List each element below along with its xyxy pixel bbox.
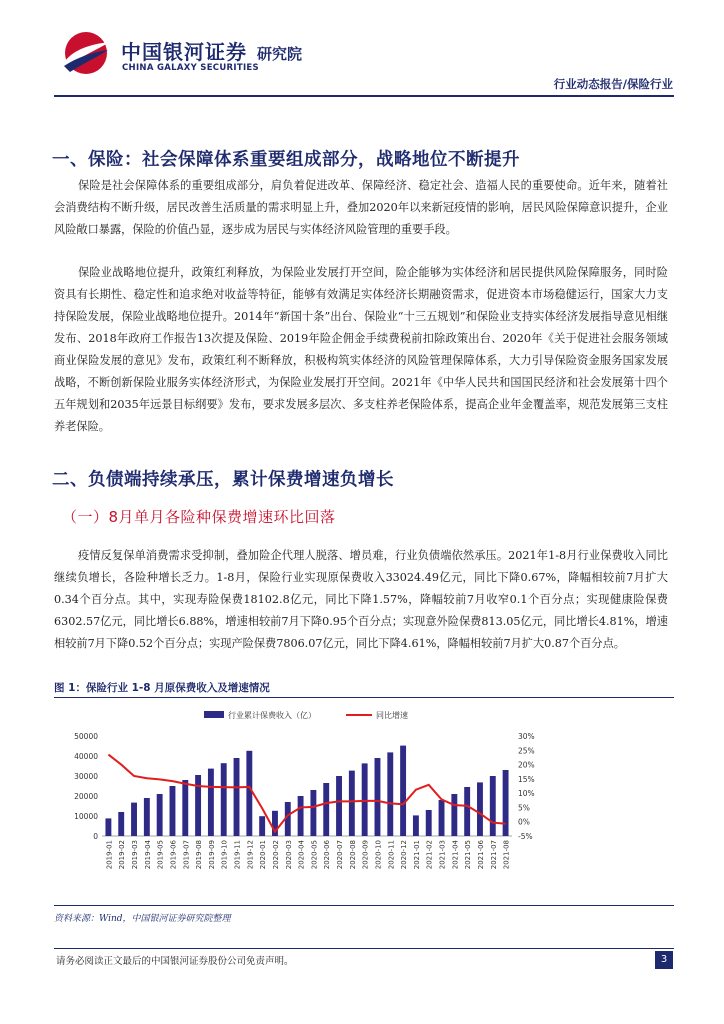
x-tick-label: 2021-01 bbox=[412, 840, 421, 870]
source-divider bbox=[54, 905, 674, 906]
bar bbox=[182, 780, 188, 836]
bar bbox=[426, 810, 432, 836]
section-heading-2: 二、负债端持续承压，累计保费增速负增长 bbox=[52, 470, 394, 490]
x-tick-label: 2019-12 bbox=[246, 840, 255, 870]
legend-bar-swatch bbox=[204, 711, 224, 718]
bar bbox=[195, 775, 201, 836]
y-left-tick-label: 0 bbox=[93, 832, 98, 841]
x-tick-label: 2019-08 bbox=[195, 840, 204, 870]
brand-name-cn: 中国银河证券 bbox=[121, 40, 247, 64]
bar bbox=[118, 812, 124, 836]
subsection-heading: （一）8月单月各险种保费增速环比回落 bbox=[62, 508, 336, 526]
x-tick-label: 2020-09 bbox=[361, 840, 370, 870]
bar bbox=[362, 763, 368, 836]
x-tick-label: 2021-02 bbox=[425, 840, 434, 870]
disclaimer: 请务必阅读正文最后的中国银河证券股份公司免责声明。 bbox=[56, 956, 294, 967]
bar bbox=[105, 818, 111, 836]
bar bbox=[234, 758, 240, 836]
x-tick-label: 2019-07 bbox=[182, 840, 191, 870]
x-tick-label: 2020-06 bbox=[323, 840, 332, 870]
x-tick-label: 2020-07 bbox=[336, 840, 345, 870]
y-right-tick-label: 10% bbox=[518, 789, 535, 799]
paragraph: 疫情反复保单消费需求受抑制，叠加险企代理人脱落、增员难，行业负债端依然承压。2021年1-8月行业保费收入同比继续负增长，各险种增长乏力。1-8月，保险行业实现原保费收入33024.49亿元，同比下降0.67%，降幅相较前7月扩大0.34个百分点。其中，实现寿险保费18102.8亿元，同比下降1.57%，降幅较前7月收窄0.1个百分点；实现健康险保费6302.57亿元，同比增长6.88%，增速相较前7月下降0.95个百分点；实现意外险保费813.05亿元，同比增长4.81%，增速相较前7月下降0.52个百分点；实现产险保费7806.07亿元，同比下降4.61%，降幅相较前7月扩大0.87个百分点。 bbox=[54, 549, 668, 650]
bar bbox=[323, 783, 329, 836]
x-tick-label: 2019-02 bbox=[118, 840, 127, 870]
y-right-tick-label: -5% bbox=[518, 832, 533, 841]
bar bbox=[413, 815, 419, 836]
bar bbox=[375, 758, 381, 836]
y-left-tick-label: 50000 bbox=[74, 732, 98, 741]
growth-line bbox=[108, 755, 505, 832]
y-right-tick-label: 30% bbox=[518, 732, 535, 741]
x-tick-label: 2019-09 bbox=[207, 840, 216, 870]
x-tick-label: 2020-02 bbox=[271, 840, 280, 870]
institute-label: 研究院 bbox=[257, 45, 303, 63]
x-tick-label: 2021-06 bbox=[476, 840, 485, 870]
bar bbox=[439, 800, 445, 836]
y-left-tick-label: 30000 bbox=[74, 772, 98, 781]
section-heading-1: 一、保险：社会保障体系重要组成部分，战略地位不断提升 bbox=[52, 150, 520, 170]
figure-divider bbox=[54, 697, 674, 698]
bar bbox=[490, 776, 496, 836]
bar bbox=[503, 770, 509, 836]
bar bbox=[464, 787, 470, 836]
premium-chart bbox=[54, 700, 674, 905]
x-tick-label: 2019-05 bbox=[156, 840, 165, 870]
x-tick-label: 2020-11 bbox=[387, 840, 396, 870]
bar bbox=[170, 786, 176, 836]
paragraph: 保险业战略地位提升，政策红利释放，为保险业发展打开空间，险企能够为实体经济和居民提供风险保障服务，同时险资具有长期性、稳定性和追求绝对收益等特征，能够有效满足实体经济长期融资需求，促进资本市场稳健运行，国家大力支持保险发展，保险业战略地位提升。2014年“新国十条”出台、保险业“十三五规划”和保险业支持实体经济发展指导意见相继发布、2018年政府工作报告13次提及保险、2019年险企佣金手续费税前扣除政策出台、2020年《关于促进社会服务领域商业保险发展的意见》发布，政策红利不断释放，积极构筑实体经济的风险管理保障体系，大力引导保险资金服务国家发展战略，不断创新保险业服务实体经济形式，为保险业发展打开空间。2021年《中华人民共和国国民经济和社会发展第十四个五年规划和2035年远景目标纲要》发布，要求发展多层次、多支柱养老保险体系，提高企业年金覆盖率，规范发展第三支柱养老保险。 bbox=[54, 266, 668, 433]
bar bbox=[259, 816, 265, 836]
x-tick-label: 2020-04 bbox=[297, 840, 306, 870]
x-tick-label: 2021-05 bbox=[464, 840, 473, 870]
bar bbox=[349, 771, 355, 836]
report-category: 行业动态报告/保险行业 bbox=[553, 77, 673, 91]
bar bbox=[400, 746, 406, 836]
x-tick-label: 2020-05 bbox=[310, 840, 319, 870]
x-tick-label: 2020-12 bbox=[400, 840, 409, 870]
y-right-tick-label: 5% bbox=[518, 803, 530, 813]
bar bbox=[221, 763, 227, 836]
y-left-tick-label: 20000 bbox=[74, 792, 98, 801]
y-right-tick-label: 20% bbox=[518, 760, 535, 770]
y-right-tick-label: 15% bbox=[518, 774, 535, 784]
x-tick-label: 2019-06 bbox=[169, 840, 178, 870]
x-tick-label: 2019-01 bbox=[105, 840, 114, 870]
x-tick-label: 2019-10 bbox=[220, 840, 229, 870]
bar bbox=[387, 752, 393, 836]
figure-source: 资料来源：Wind，中国银河证券研究院整理 bbox=[54, 914, 231, 924]
bar bbox=[131, 803, 137, 836]
y-left-tick-label: 10000 bbox=[74, 812, 98, 821]
bar bbox=[246, 751, 252, 836]
paragraph: 保险是社会保障体系的重要组成部分，肩负着促进改革、保障经济、稳定社会、造福人民的重要使命。近年来，随着社会消费结构不断升级，居民改善生活质量的需求明显上升，叠加2020年以来新冠疫情的影响，居民风险保障意识提升，企业风险敞口暴露，保险的价值凸显，逐步成为居民与实体经济风险管理的重要手段。 bbox=[54, 179, 668, 236]
x-tick-label: 2021-03 bbox=[438, 840, 447, 870]
bar bbox=[310, 790, 316, 836]
x-tick-label: 2020-03 bbox=[284, 840, 293, 870]
brand-name-en: CHINA GALAXY SECURITIES bbox=[122, 63, 259, 73]
bar bbox=[477, 782, 483, 836]
x-tick-label: 2020-01 bbox=[259, 840, 268, 870]
bar bbox=[144, 798, 150, 836]
legend-label: 同比增速 bbox=[376, 711, 408, 720]
bar bbox=[451, 794, 457, 836]
legend-label: 行业累计保费收入（亿） bbox=[228, 711, 316, 720]
bar bbox=[157, 794, 163, 836]
x-tick-label: 2019-03 bbox=[131, 840, 140, 870]
x-tick-label: 2019-11 bbox=[233, 840, 242, 870]
bar bbox=[336, 776, 342, 836]
x-tick-label: 2019-04 bbox=[143, 840, 152, 870]
y-right-tick-label: 0% bbox=[518, 817, 530, 827]
x-tick-label: 2020-10 bbox=[374, 840, 383, 870]
x-tick-label: 2021-07 bbox=[489, 840, 498, 870]
galaxy-logo-icon bbox=[60, 30, 112, 76]
figure-title: 图 1：保险行业 1-8 月原保费收入及增速情况 bbox=[54, 682, 270, 694]
bar bbox=[298, 796, 304, 836]
header-divider bbox=[54, 95, 674, 97]
x-tick-label: 2021-04 bbox=[451, 840, 460, 870]
x-tick-label: 2021-08 bbox=[502, 840, 511, 870]
footer-divider bbox=[54, 948, 674, 949]
bar bbox=[208, 769, 214, 836]
y-right-tick-label: 25% bbox=[518, 746, 535, 756]
x-tick-label: 2020-08 bbox=[348, 840, 357, 870]
page-number: 3 bbox=[655, 951, 673, 969]
y-left-tick-label: 40000 bbox=[74, 752, 98, 761]
